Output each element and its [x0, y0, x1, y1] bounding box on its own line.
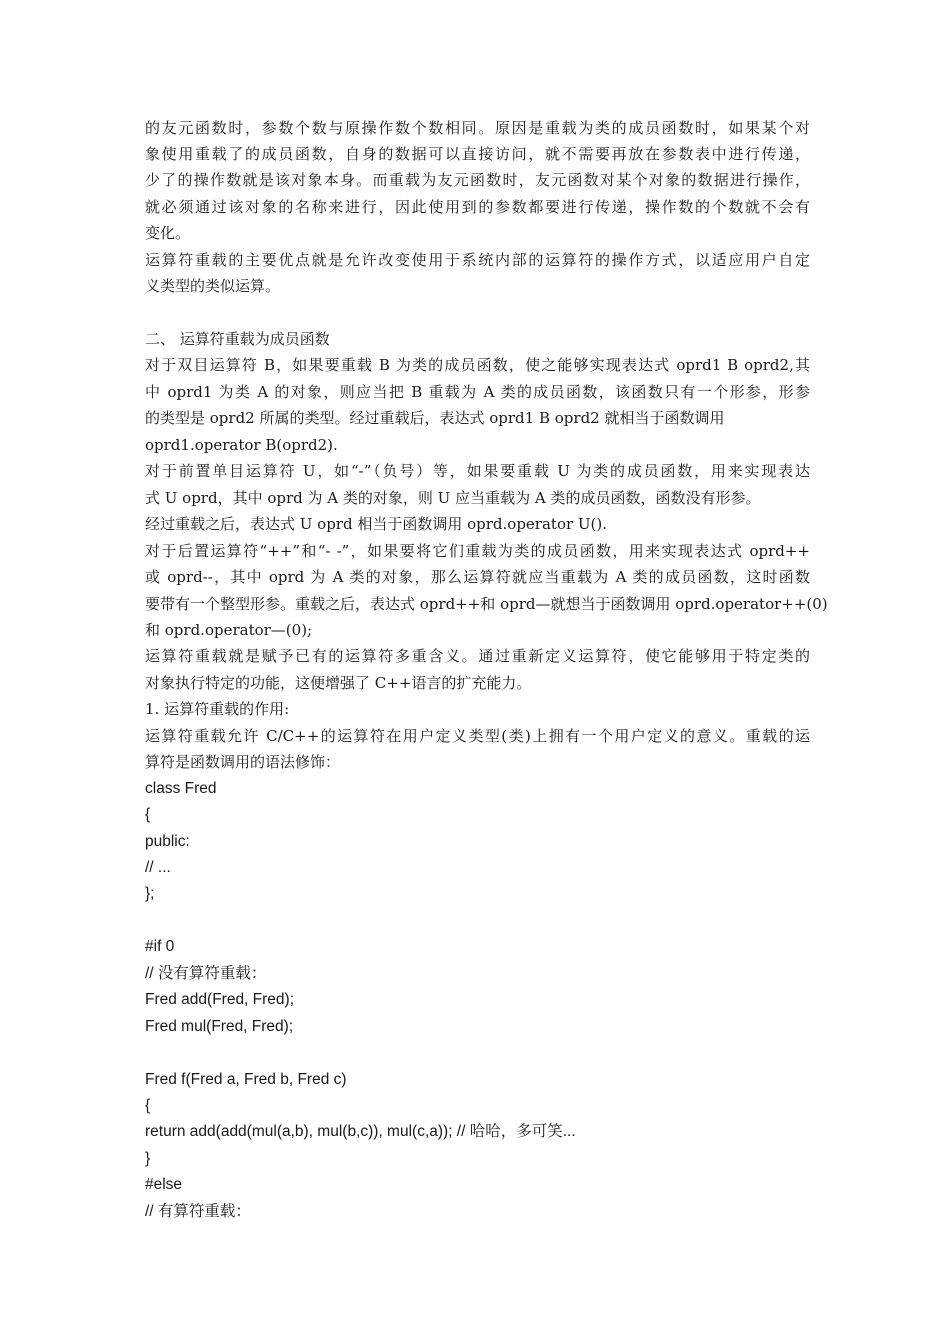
code-line: #if 0: [145, 938, 175, 955]
code-line: // 没有算符重载：: [145, 965, 267, 982]
code-line: }: [145, 1150, 151, 1167]
paragraph-line: 算符是函数调用的语法修饰：: [145, 753, 341, 771]
paragraph-line: 和 oprd.operator—(0);: [145, 621, 313, 639]
paragraph-line: 少了的操作数就是该对象本身。而重载为友元函数时，友元函数对某个对象的数据进行操作，: [145, 171, 810, 189]
section-heading: 二、 运算符重载为成员函数: [145, 330, 330, 348]
paragraph-line: 运算符重载的主要优点就是允许改变使用于系统内部的运算符的操作方式，以适应用户自定: [145, 251, 810, 269]
code-line: // 有算符重载：: [145, 1203, 251, 1220]
paragraph-line: 或 oprd--，其中 oprd 为 A 类的对象，那么运算符就应当重载为 A 类的成员函数，这时函数: [145, 568, 810, 586]
paragraph-line: 变化。: [145, 224, 191, 242]
subsection-heading: 1. 运算符重载的作用:: [145, 700, 290, 718]
code-line: #else: [145, 1176, 183, 1193]
code-line: {: [145, 1097, 151, 1114]
paragraph-line: 象使用重载了的成员函数，自身的数据可以直接访问，就不需要再放在参数表中进行传递，: [145, 145, 810, 163]
paragraph-line: 的友元函数时，参数个数与原操作数个数相同。原因是重载为类的成员函数时，如果某个对: [145, 119, 810, 137]
code-line: Fred f(Fred a, Fred b, Fred c): [145, 1071, 347, 1088]
paragraph-line: oprd1.operator B(oprd2).: [145, 436, 338, 454]
paragraph-line: 对于后置运算符“++”和“- -”，如果要将它们重载为类的成员函数，用来实现表达式 oprd++: [145, 542, 810, 560]
code-line: // ...: [145, 859, 171, 876]
paragraph-line: 的类型是 oprd2 所属的类型。经过重载后，表达式 oprd1 B oprd2 就相当于函数调用: [145, 409, 725, 427]
code-line: return add(add(mul(a,b), mul(b,c)), mul(c,a)); // 哈哈，多可笑...: [145, 1123, 576, 1140]
paragraph-line: 运算符重载就是赋予已有的运算符多重含义。通过重新定义运算符，使它能够用于特定类的: [145, 647, 810, 665]
paragraph-line: 式 U oprd，其中 oprd 为 A 类的对象，则 U 应当重载为 A 类的成员函数，函数没有形参。: [145, 489, 761, 507]
paragraph-line: 对于双目运算符 B，如果要重载 B 为类的成员函数，使之能够实现表达式 oprd1 B oprd2,其: [145, 356, 810, 374]
paragraph-line: 义类型的类似运算。: [145, 277, 281, 295]
paragraph-line: 中 oprd1 为类 A 的对象，则应当把 B 重载为 A 类的成员函数，该函数只有一个形参，形参: [145, 383, 810, 401]
paragraph-line: 对于前置单目运算符 U，如“-”（负号）等，如果要重载 U 为类的成员函数，用来实现表达: [145, 462, 810, 480]
code-line: {: [145, 806, 151, 823]
paragraph-line: 对象执行特定的功能，这便增强了 C++语言的扩充能力。: [145, 674, 532, 692]
paragraph-line: 经过重载之后，表达式 U oprd 相当于函数调用 oprd.operator U().: [145, 515, 608, 533]
paragraph-line: 要带有一个整型形参。重载之后，表达式 oprd++和 oprd—就想当于函数调用 oprd.operator++(0): [145, 595, 828, 613]
code-line: class Fred: [145, 780, 217, 797]
code-line: Fred mul(Fred, Fred);: [145, 1018, 294, 1035]
code-line: };: [145, 885, 155, 902]
code-line: public:: [145, 833, 190, 850]
code-line: Fred add(Fred, Fred);: [145, 991, 295, 1008]
paragraph-line: 运算符重载允许 C/C++的运算符在用户定义类型(类)上拥有一个用户定义的意义。重载的运: [145, 727, 810, 745]
paragraph-line: 就必须通过该对象的名称来进行，因此使用到的参数都要进行传递，操作数的个数就不会有: [145, 198, 810, 216]
